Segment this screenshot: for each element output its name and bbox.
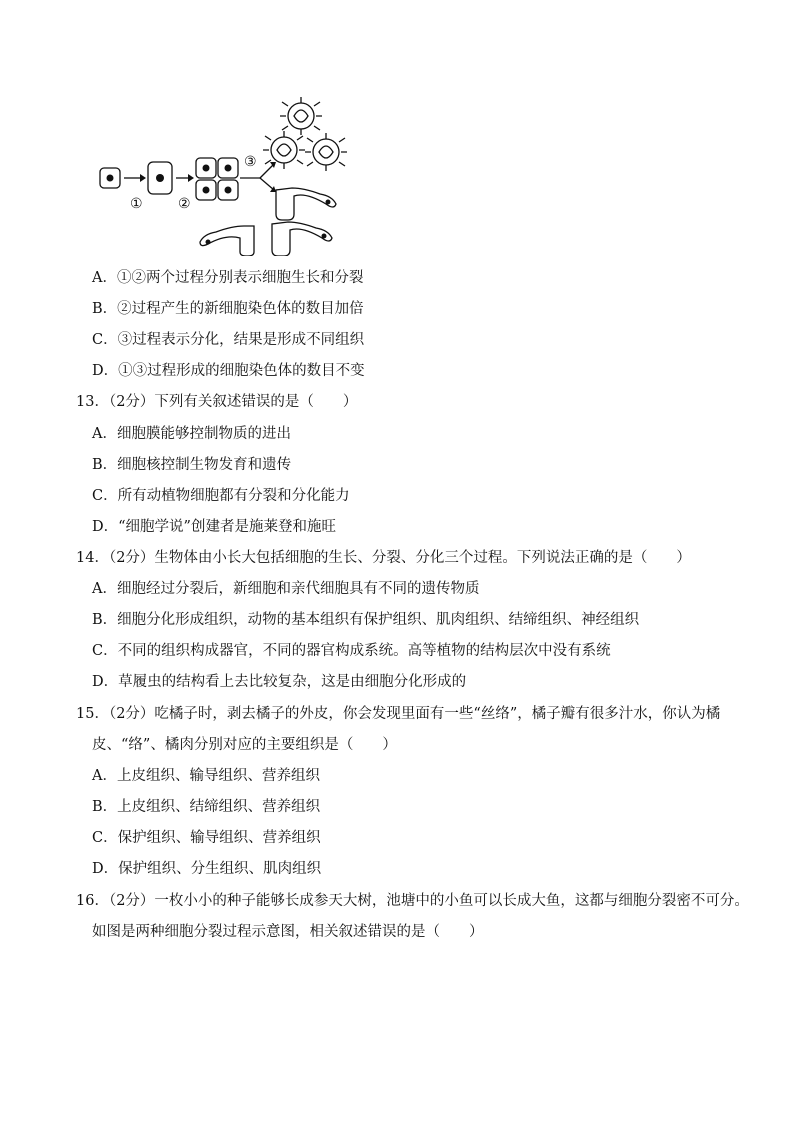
- q14-option-d: D．草履虫的结构看上去比较复杂，这是由细胞分化形成的: [92, 674, 467, 690]
- q15-option-d: D．保护组织、分生组织、肌肉组织: [92, 861, 322, 877]
- q15-option-c: C．保护组织、输导组织、营养组织: [92, 830, 321, 846]
- q15-option-b: B．上皮组织、结缔组织、营养组织: [92, 799, 321, 815]
- q12-option-b: B．②过程产生的新细胞染色体的数目加倍: [92, 301, 364, 317]
- q12-option-d: D．①③过程形成的细胞染色体的数目不变: [92, 363, 365, 379]
- step-label-1: ①: [130, 196, 143, 212]
- step-label-3: ③: [244, 154, 257, 170]
- star-cell-top: [280, 97, 322, 135]
- q16-stem-line1: 16．（2分）一枚小小的种子能够长成参天大树，池塘中的小鱼可以长成大鱼，这都与细胞分裂密不可分。: [76, 893, 749, 909]
- q14-option-a: A．细胞经过分裂后，新细胞和亲代细胞具有不同的遗传物质: [92, 581, 480, 597]
- q13-stem: 13．（2分）下列有关叙述错误的是（ ）: [76, 394, 358, 410]
- elongated-cells: [200, 188, 336, 256]
- q15-stem-line1: 15．（2分）吃橘子时，剥去橘子的外皮，你会发现里面有一些“丝络”，橘子瓣有很多汁水，你认为橘: [76, 706, 721, 722]
- q13-option-b: B．细胞核控制生物发育和遗传: [92, 457, 292, 473]
- q14-option-b: B．细胞分化形成组织，动物的基本组织有保护组织、肌肉组织、结缔组织、神经组织: [92, 612, 640, 628]
- q15-stem-line2: 皮、“络”、橘肉分别对应的主要组织是（ ）: [92, 737, 397, 753]
- q13-option-a: A．细胞膜能够控制物质的进出: [92, 426, 291, 442]
- q16-stem-line2: 如图是两种细胞分裂过程示意图，相关叙述错误的是（ ）: [92, 924, 484, 940]
- q14-option-c: C．不同的组织构成器官，不同的器官构成系统。高等植物的结构层次中没有系统: [92, 643, 611, 659]
- q15-option-a: A．上皮组织、输导组织、营养组织: [92, 768, 320, 784]
- q12-option-c: C．③过程表示分化，结果是形成不同组织: [92, 332, 365, 348]
- q13-option-d: D．“细胞学说”创建者是施莱登和施旺: [92, 519, 336, 535]
- q12-option-a: A．①②两个过程分别表示细胞生长和分裂: [92, 270, 364, 286]
- step-label-2: ②: [178, 196, 191, 212]
- q13-option-c: C．所有动植物细胞都有分裂和分化能力: [92, 488, 350, 504]
- star-cell-right: [305, 133, 347, 171]
- q14-stem: 14．（2分）生物体由小长大包括细胞的生长、分裂、分化三个过程。下列说法正确的是（ ）: [76, 550, 691, 566]
- cell-process-diagram: [96, 96, 366, 256]
- star-cell-left: [263, 131, 305, 169]
